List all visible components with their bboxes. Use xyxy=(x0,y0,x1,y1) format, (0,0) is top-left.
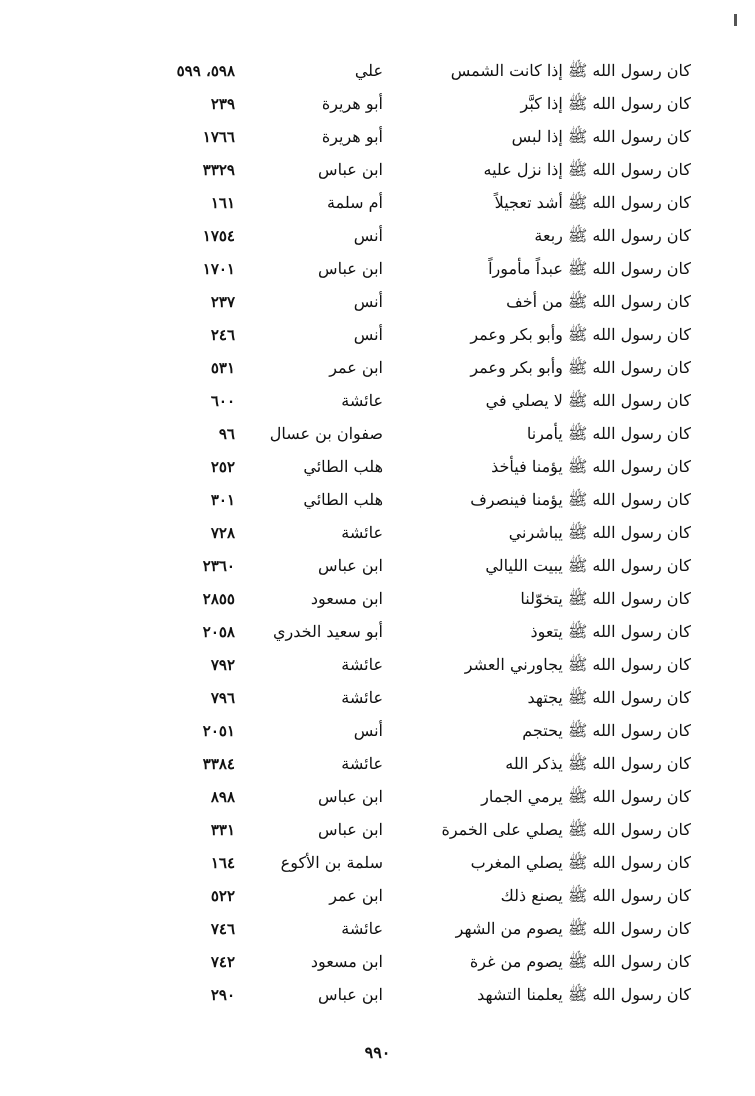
hadith-text: كان رسول الله ﷺ يحتجم xyxy=(522,721,691,740)
narrator-name: عائشة xyxy=(341,523,383,542)
hadith-text: كان رسول الله ﷺ يصلي المغرب xyxy=(470,853,691,872)
page-number: ٩٩٠ xyxy=(364,1043,391,1062)
hadith-text: كان رسول الله ﷺ يذكر الله xyxy=(505,754,691,773)
narrator-name: ابن عباس xyxy=(318,820,383,839)
index-row xyxy=(0,715,755,748)
narrator-name: أنس xyxy=(353,226,383,245)
hadith-number: ١٦٤ xyxy=(210,854,235,872)
index-row xyxy=(0,682,755,715)
hadith-number: ٥٣١ xyxy=(210,359,235,377)
hadith-number: ٥٢٢ xyxy=(210,887,235,905)
narrator-name: أبو هريرة xyxy=(321,94,383,113)
hadith-text: كان رسول الله ﷺ إذا نزل عليه xyxy=(483,160,691,179)
narrator-name: علي xyxy=(354,61,383,80)
index-row xyxy=(0,352,755,385)
narrator-name: أنس xyxy=(353,292,383,311)
narrator-name: عائشة xyxy=(341,391,383,410)
hadith-number: ٣٠١ xyxy=(210,491,235,509)
index-row xyxy=(0,913,755,946)
narrator-name: عائشة xyxy=(341,754,383,773)
index-row xyxy=(0,253,755,286)
narrator-name: ابن عباس xyxy=(318,259,383,278)
hadith-text: كان رسول الله ﷺ إذا كبَّر xyxy=(520,94,691,113)
index-row xyxy=(0,187,755,220)
hadith-text: كان رسول الله ﷺ يؤمنا فينصرف xyxy=(470,490,691,509)
hadith-text: كان رسول الله ﷺ وأبو بكر وعمر xyxy=(470,325,691,344)
hadith-text: كان رسول الله ﷺ عبداً مأموراً xyxy=(488,259,691,278)
hadith-text: كان رسول الله ﷺ يتخوّلنا xyxy=(520,589,691,608)
index-row xyxy=(0,451,755,484)
hadith-text: كان رسول الله ﷺ يبيت الليالي xyxy=(485,556,691,575)
hadith-number: ٧٢٨ xyxy=(210,524,235,542)
index-row xyxy=(0,55,755,88)
hadith-number: ١٧٦٦ xyxy=(202,128,235,146)
hadith-number: ٢٣٦٠ xyxy=(202,557,235,575)
narrator-name: ابن عمر xyxy=(329,358,383,377)
narrator-name: ابن عباس xyxy=(318,985,383,1004)
narrator-name: ابن عباس xyxy=(318,787,383,806)
hadith-number: ٢٣٩ xyxy=(210,95,235,113)
hadith-text: كان رسول الله ﷺ يتعوذ xyxy=(530,622,691,641)
index-row xyxy=(0,583,755,616)
index-row xyxy=(0,847,755,880)
index-row xyxy=(0,616,755,649)
hadith-number: ٩٦ xyxy=(218,425,235,443)
index-row xyxy=(0,385,755,418)
narrator-name: هلب الطائي xyxy=(303,490,383,509)
narrator-name: أم سلمة xyxy=(327,193,383,212)
index-row xyxy=(0,814,755,847)
hadith-number: ١٧٥٤ xyxy=(202,227,235,245)
narrator-name: ابن مسعود xyxy=(310,589,383,608)
narrator-name: سلمة بن الأكوع xyxy=(280,853,383,872)
index-row xyxy=(0,550,755,583)
hadith-number: ٢٩٠ xyxy=(210,986,235,1004)
hadith-text: كان رسول الله ﷺ يصوم من الشهر xyxy=(455,919,691,938)
hadith-text: كان رسول الله ﷺ يجتهد xyxy=(527,688,691,707)
hadith-number: ٢٠٥١ xyxy=(202,722,235,740)
hadith-text: كان رسول الله ﷺ يصنع ذلك xyxy=(500,886,691,905)
narrator-name: أبو هريرة xyxy=(321,127,383,146)
index-row xyxy=(0,979,755,1012)
hadith-number: ٨٩٨ xyxy=(210,788,235,806)
hadith-text: كان رسول الله ﷺ إذا لبس xyxy=(511,127,691,146)
index-row xyxy=(0,517,755,550)
narrator-name: عائشة xyxy=(341,655,383,674)
hadith-number: ٢٨٥٥ xyxy=(202,590,235,608)
hadith-number: ٧٩٢ xyxy=(210,656,235,674)
hadith-number: ٧٩٦ xyxy=(210,689,235,707)
hadith-text: كان رسول الله ﷺ يعلمنا التشهد xyxy=(477,985,691,1004)
hadith-number: ٦٠٠ xyxy=(210,392,235,410)
page-corner-mark xyxy=(734,14,737,26)
index-row xyxy=(0,418,755,451)
hadith-text: كان رسول الله ﷺ لا يصلي في xyxy=(485,391,691,410)
hadith-text: كان رسول الله ﷺ يصوم من غرة xyxy=(469,952,691,971)
index-row xyxy=(0,946,755,979)
index-row xyxy=(0,649,755,682)
hadith-text: كان رسول الله ﷺ أشد تعجيلاً xyxy=(494,193,691,212)
hadith-number: ٥٩٨، ٥٩٩ xyxy=(176,62,235,80)
index-row xyxy=(0,88,755,121)
hadith-number: ٧٤٢ xyxy=(210,953,235,971)
hadith-text: كان رسول الله ﷺ يصلي على الخمرة xyxy=(441,820,691,839)
hadith-number: ٢٠٥٨ xyxy=(202,623,235,641)
narrator-name: ابن مسعود xyxy=(310,952,383,971)
index-row xyxy=(0,748,755,781)
narrator-name: ابن عباس xyxy=(318,160,383,179)
hadith-number: ١٦١ xyxy=(210,194,235,212)
hadith-number: ٣٣٢٩ xyxy=(202,161,235,179)
hadith-index-table xyxy=(0,55,755,1012)
hadith-text: كان رسول الله ﷺ يرمي الجمار xyxy=(481,787,691,806)
index-row xyxy=(0,781,755,814)
hadith-number: ١٧٠١ xyxy=(202,260,235,278)
index-row xyxy=(0,286,755,319)
index-row xyxy=(0,484,755,517)
index-row xyxy=(0,880,755,913)
hadith-number: ٣٣٨٤ xyxy=(202,755,235,773)
hadith-text: كان رسول الله ﷺ إذا كانت الشمس xyxy=(450,61,691,80)
narrator-name: أبو سعيد الخدري xyxy=(273,622,383,641)
narrator-name: أنس xyxy=(353,721,383,740)
hadith-number: ٢٣٧ xyxy=(210,293,235,311)
index-row xyxy=(0,319,755,352)
index-row xyxy=(0,121,755,154)
hadith-text: كان رسول الله ﷺ وأبو بكر وعمر xyxy=(470,358,691,377)
hadith-text: كان رسول الله ﷺ يجاورني العشر xyxy=(464,655,691,674)
narrator-name: صفوان بن عسال xyxy=(269,424,383,443)
hadith-number: ٢٥٢ xyxy=(210,458,235,476)
hadith-text: كان رسول الله ﷺ يباشرني xyxy=(508,523,691,542)
narrator-name: هلب الطائي xyxy=(303,457,383,476)
hadith-text: كان رسول الله ﷺ يأمرنا xyxy=(526,424,691,443)
hadith-number: ٧٤٦ xyxy=(210,920,235,938)
hadith-number: ٢٤٦ xyxy=(210,326,235,344)
index-row xyxy=(0,220,755,253)
narrator-name: أنس xyxy=(353,325,383,344)
index-row xyxy=(0,154,755,187)
hadith-text: كان رسول الله ﷺ يؤمنا فيأخذ xyxy=(491,457,691,476)
narrator-name: عائشة xyxy=(341,919,383,938)
narrator-name: ابن عمر xyxy=(329,886,383,905)
hadith-text: كان رسول الله ﷺ ربعة xyxy=(534,226,691,245)
narrator-name: عائشة xyxy=(341,688,383,707)
hadith-text: كان رسول الله ﷺ من أخف xyxy=(506,292,691,311)
hadith-number: ٣٣١ xyxy=(210,821,235,839)
narrator-name: ابن عباس xyxy=(318,556,383,575)
